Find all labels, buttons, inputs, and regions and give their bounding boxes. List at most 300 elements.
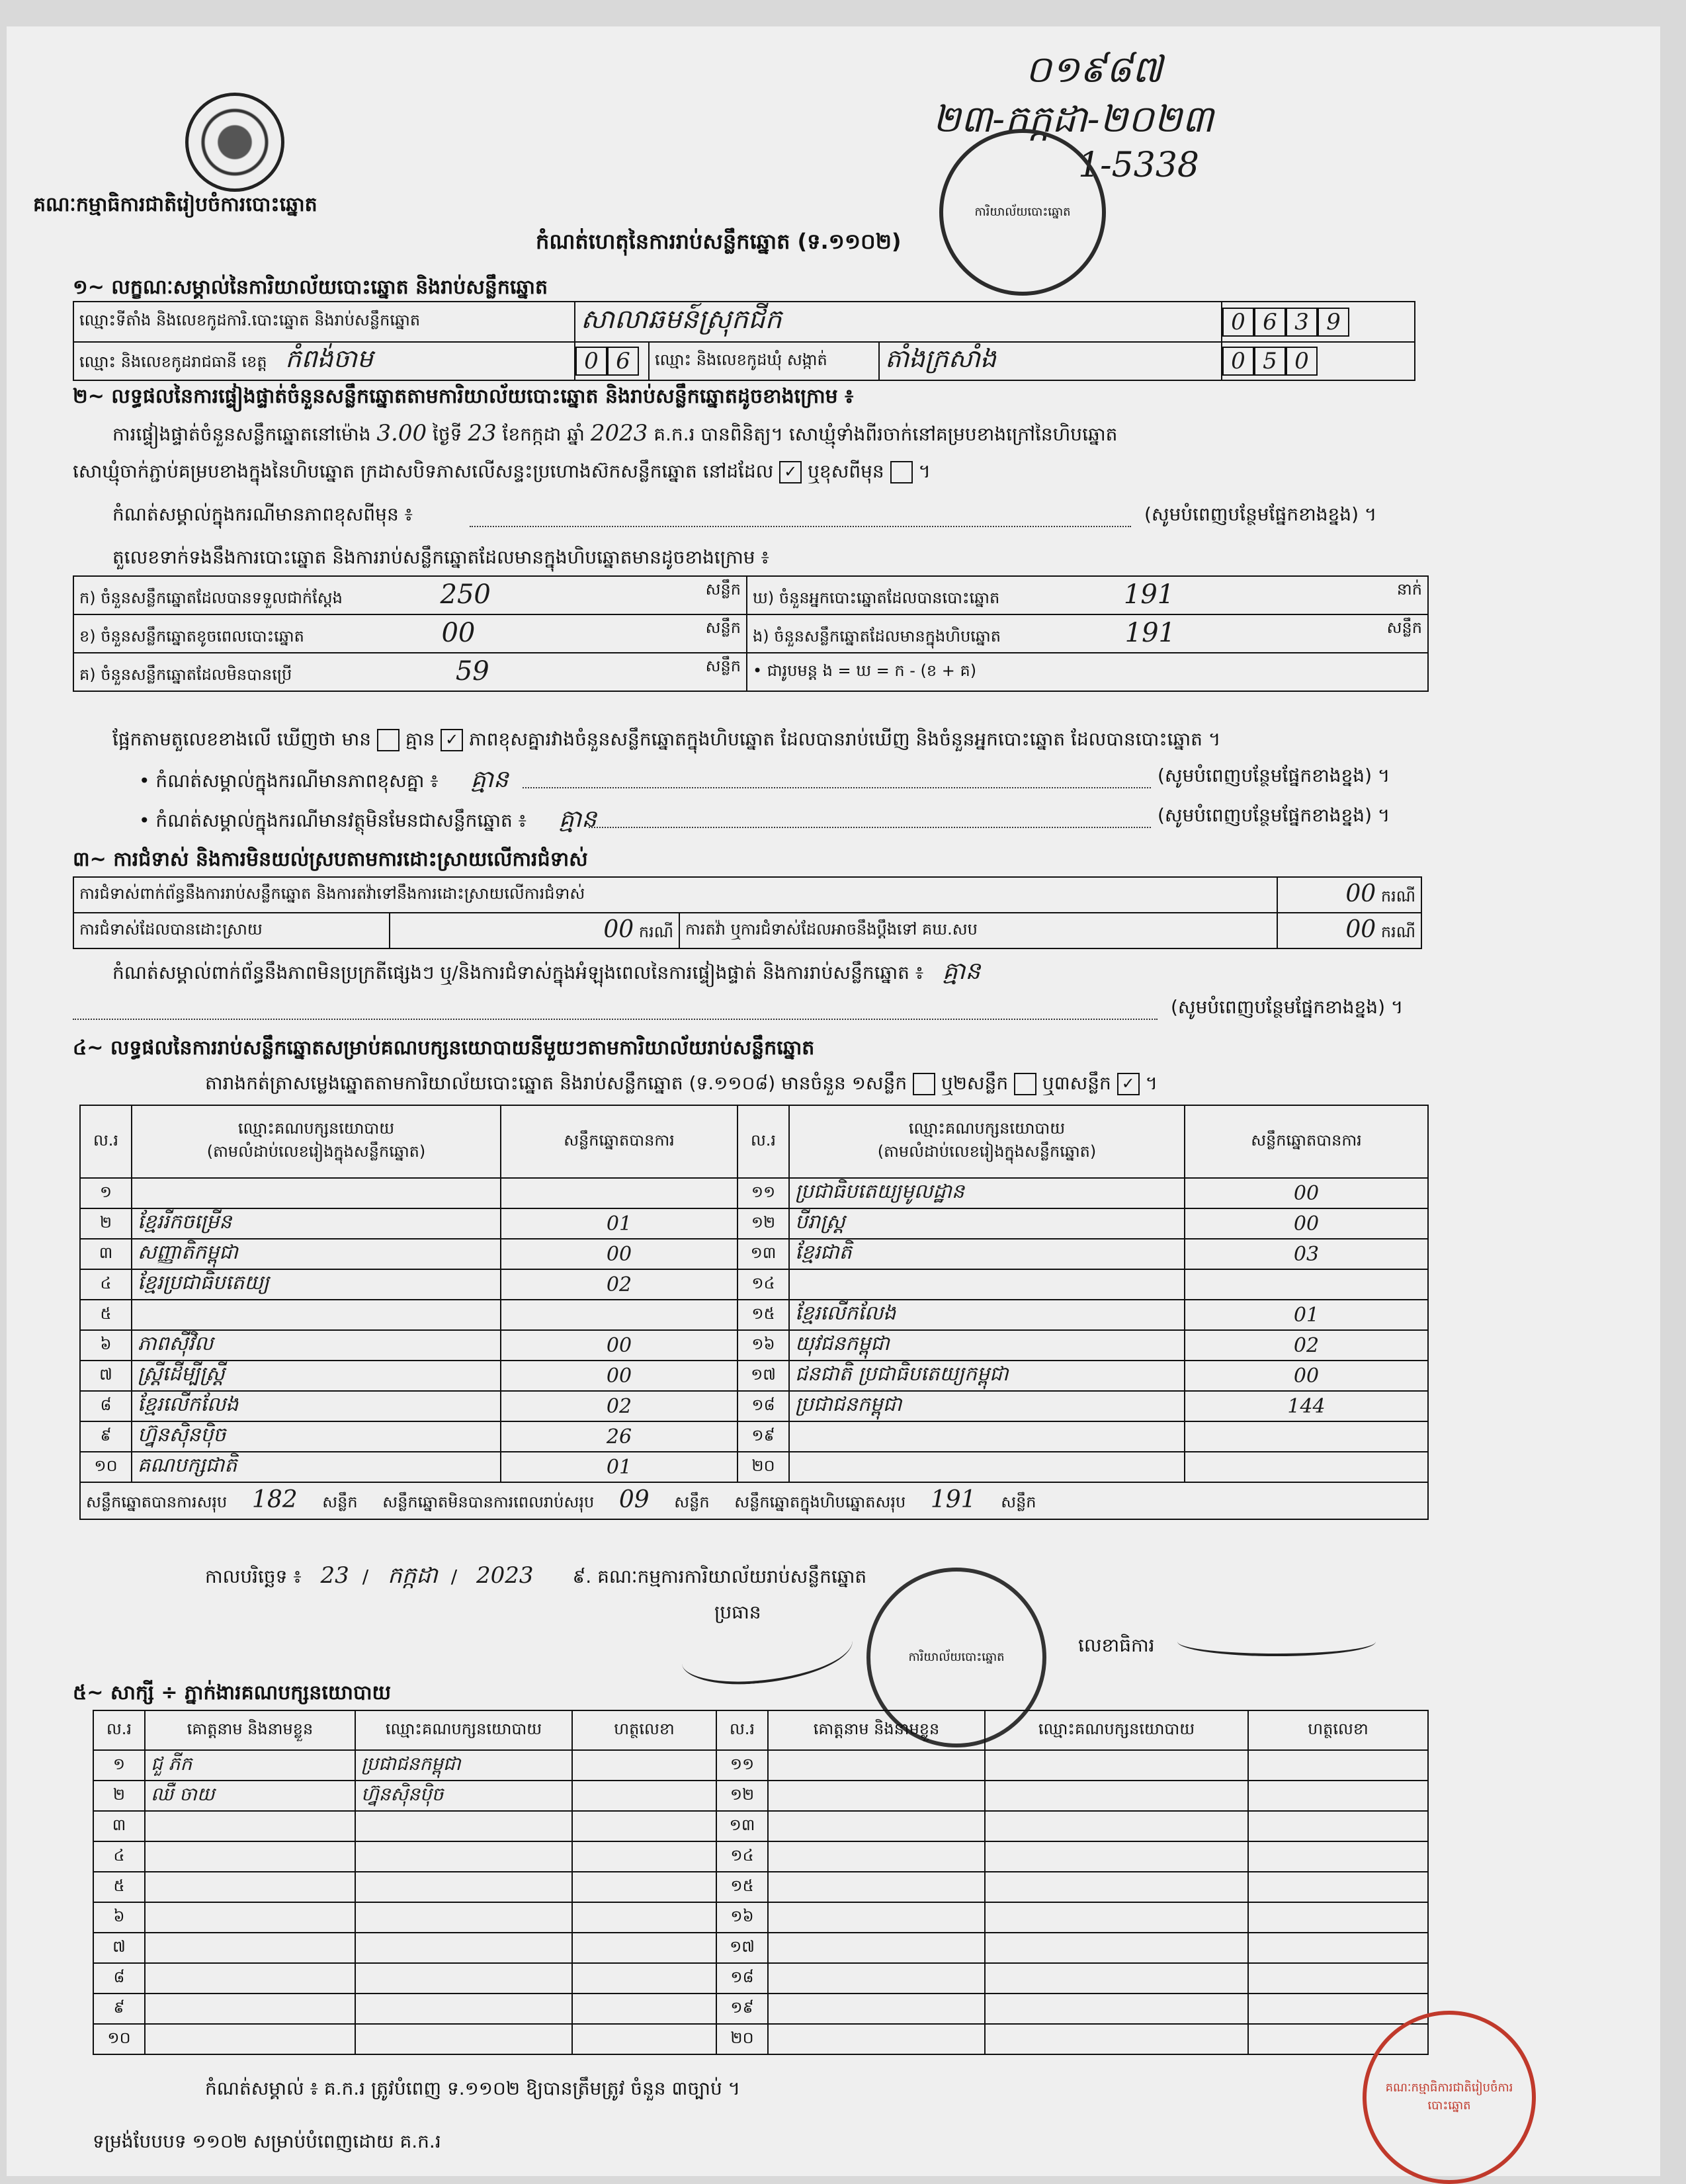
witness-party (355, 1841, 572, 1872)
result-party: ខ្មែរជាតិ (789, 1239, 1185, 1269)
document-page (7, 26, 1660, 2176)
total-valid-label: សន្លឹកឆ្នោតបានការសរុប (86, 1493, 228, 1511)
result-party: ខ្មែររីកចម្រើន (132, 1208, 501, 1239)
stamp-bottom-text: គណៈកម្មាធិការជាតិរៀបចំការបោះឆ្នោត (1385, 2081, 1513, 2113)
committee-name: គណៈកម្មាធិការជាតិរៀបចំការបោះឆ្នោត (33, 193, 317, 216)
result-no: ១០ (80, 1452, 132, 1482)
result-no: ១៧ (738, 1361, 789, 1391)
witness-signature (572, 1811, 716, 1841)
commune-value: តាំងក្រសាំង (879, 342, 1222, 380)
result-votes: 00 (1185, 1361, 1428, 1391)
witness-no: ១៧ (716, 1933, 768, 1963)
resolved-label: ការជំទាស់ដែលបានដោះស្រាយ (73, 913, 390, 948)
station-label: ឈ្មោះទីតាំង និងលេខកូដការិ.បោះឆ្នោត និងរាប់សន្លឹកឆ្នោត (73, 302, 575, 342)
witness-name (145, 1872, 355, 1902)
commune-code-digit: 0 (1286, 347, 1318, 376)
table-row (93, 1994, 1428, 2024)
table-row (93, 1781, 1428, 1811)
president-signature (679, 1615, 855, 1689)
witness-signature (1248, 1841, 1428, 1872)
witness-name (145, 2024, 355, 2054)
province-value: កំពង់ចាម (285, 344, 373, 373)
table-row (80, 1361, 1428, 1391)
commune-code-digit: 0 (1222, 347, 1254, 376)
result-votes (501, 1300, 738, 1330)
line1-time: 3.00 (376, 420, 427, 446)
result-votes: 02 (501, 1269, 738, 1300)
col-no: ល.រ (80, 1105, 132, 1178)
section4-intro: តារាងកត់ត្រាសម្លេងឆ្នោតតាមការិយាល័យបោះឆ្នោត និងរាប់សន្លឹកឆ្នោត (ទ.១១០៨) មានចំនួន ១សន្លឹក ឬ២សន្លឹក ឬ៣សន្លឹក ✓ ។ (205, 1072, 1158, 1094)
witness-no: ១០ (93, 2024, 145, 2054)
witness-party (355, 1902, 572, 1933)
result-no: ១៣ (738, 1239, 789, 1269)
witness-signature (572, 1933, 716, 1963)
col-party-title: ឈ្មោះគណបក្សនយោបាយ (908, 1119, 1066, 1138)
witness-name (768, 1811, 985, 1841)
station-code-digit: 3 (1286, 308, 1318, 337)
count-a-value: 250 (440, 579, 491, 610)
col-votes: សន្លឹកឆ្នោតបានការ (1185, 1105, 1428, 1178)
section2-line2: សោឃ្មុំចាក់ភ្ជាប់គម្របខាងក្នុងនៃហិបឆ្នោត ក្រដាសបិទភាសលើសន្ទះប្រហោងស៊កសន្លឹកឆ្នោត នៅដដែល ✓ ឬខុសពីមុន ។ (73, 460, 931, 482)
table-row (80, 1421, 1428, 1452)
station-code-digit: 9 (1318, 308, 1349, 337)
result-party: គណបក្សជាតិ (132, 1452, 501, 1482)
results-table (79, 1105, 1429, 1520)
section3-note (112, 956, 980, 991)
witness-signature (572, 1902, 716, 1933)
station-value: សាលាឆមន៍ស្រុកជីក (575, 302, 1222, 342)
witness-signature (1248, 1933, 1428, 1963)
total-box-value: 191 (930, 1486, 976, 1513)
count-b-unit: សន្លឹក (705, 618, 741, 637)
col-no: ល.រ (738, 1105, 789, 1178)
stamp-middle-text: ការិយាល័យបោះឆ្នោត (908, 1650, 1005, 1664)
result-no: ១៦ (738, 1330, 789, 1361)
table-row (93, 1933, 1428, 1963)
witness-name (768, 1872, 985, 1902)
witness-name (145, 1963, 355, 1994)
total-invalid-label: សន្លឹកឆ្នោតមិនបានការពេលរាប់សរុប (382, 1493, 595, 1511)
witness-party (985, 1781, 1248, 1811)
note1-value: គ្មាន (470, 766, 509, 793)
witness-name (768, 1841, 985, 1872)
result-party (789, 1421, 1185, 1452)
note2-value: គ្មាន (558, 806, 597, 833)
line1-year: 2023 (590, 420, 648, 446)
count-b-value: 00 (441, 618, 476, 648)
count-e (747, 614, 1428, 653)
witness-party (355, 1811, 572, 1841)
witness-table (93, 1710, 1429, 2055)
result-votes: 03 (1185, 1239, 1428, 1269)
president-label: ប្រធាន (714, 1601, 761, 1623)
result-votes (501, 1178, 738, 1208)
appeal-value: 00 (1345, 916, 1376, 943)
result-votes: 144 (1185, 1391, 1428, 1421)
total-valid-value: 182 (251, 1486, 298, 1513)
table-row (80, 1269, 1428, 1300)
witness-signature (572, 1872, 716, 1902)
witness-party (985, 2024, 1248, 2054)
witness-name (768, 1994, 985, 2024)
result-votes: 02 (1185, 1330, 1428, 1361)
witness-no: ២០ (716, 2024, 768, 2054)
province-cell (73, 342, 575, 380)
section3-note-tail: (សូមបំពេញបន្ថែមផ្នែកខាងខ្នង) ។ (1171, 996, 1404, 1018)
result-votes: 00 (501, 1361, 738, 1391)
total-invalid-value: 09 (618, 1486, 650, 1513)
section4-heading: ៤~ លទ្ធផលនៃការរាប់សន្លឹកឆ្នោតសម្រាប់គណបក្សនយោបាយនីមួយៗតាមការិយាល័យរាប់សន្លឹកឆ្នោត (73, 1036, 815, 1060)
line5-tail: ភាពខុសគ្នារវាងចំនួនសន្លឹកឆ្នោតក្នុងហិបឆ្នោត ដែលបានរាប់ឃើញ និងចំនួនអ្នកបោះឆ្នោត ដែលបានបោះឆ្នោត ។ (469, 728, 1221, 750)
witness-signature (572, 1994, 716, 2024)
section2-line5 (112, 728, 1220, 755)
witness-party (985, 1750, 1248, 1781)
witness-party (985, 1872, 1248, 1902)
result-votes (1185, 1421, 1428, 1452)
table-row (93, 2024, 1428, 2054)
count-c-value: 59 (455, 656, 489, 687)
count-e-unit: សន្លឹក (1386, 618, 1422, 637)
result-no: ៧ (80, 1361, 132, 1391)
count-e-value: 191 (1124, 618, 1175, 648)
witness-signature (1248, 1994, 1428, 2024)
witness-signature (572, 1963, 716, 1994)
result-votes: 00 (1185, 1178, 1428, 1208)
count-c (73, 653, 747, 691)
count-d-value: 191 (1123, 579, 1175, 610)
stamp-bottom-red (1363, 2011, 1536, 2184)
witness-no: ៦ (93, 1902, 145, 1933)
note1-tail: (សូមបំពេញបន្ថែមផ្នែកខាងខ្នង) ។ (1158, 765, 1390, 786)
witness-party (985, 1933, 1248, 1963)
total-box-label: សន្លឹកឆ្នោតក្នុងហិបឆ្នោតសរុប (734, 1493, 906, 1511)
result-no: ១៥ (738, 1300, 789, 1330)
witness-name (145, 1933, 355, 1963)
witness-no: ១៣ (716, 1811, 768, 1841)
section4-intro-3: ឬ៣សន្លឹក (1042, 1072, 1111, 1094)
resolved-value: 00 (603, 916, 634, 943)
section2-line3: កំណត់សម្គាល់ក្នុងករណីមានភាពខុសពីមុន ៖ (112, 503, 413, 525)
result-votes: 02 (501, 1391, 738, 1421)
result-votes (1185, 1269, 1428, 1300)
witness-party (355, 1994, 572, 2024)
result-votes (1185, 1452, 1428, 1482)
witness-no: ២ (93, 1781, 145, 1811)
witness-party (985, 1902, 1248, 1933)
witness-name (768, 2024, 985, 2054)
witness-signature (572, 1841, 716, 1872)
witness-no: ៣ (93, 1811, 145, 1841)
table-row (93, 1841, 1428, 1872)
col-party-sub: (តាមលំដាប់លេខរៀងក្នុងសន្លឹកឆ្នោត) (877, 1142, 1097, 1161)
secretary-signature (1177, 1627, 1376, 1656)
line2-text: សោឃ្មុំចាក់ភ្ជាប់គម្របខាងក្នុងនៃហិបឆ្នោត ក្រដាសបិទភាសលើសន្ទះប្រហោងស៊កសន្លឹកឆ្នោត នៅដដែល (73, 460, 774, 482)
appeal-count (1277, 913, 1421, 948)
sheet-2-checkbox[interactable] (1014, 1073, 1036, 1095)
count-d (747, 576, 1428, 614)
section2-line1 (112, 420, 1117, 450)
table-row (93, 1872, 1428, 1902)
witness-signature (1248, 1781, 1428, 1811)
has-difference-checkbox[interactable] (377, 729, 400, 751)
objection-row1: ការជំទាស់ពាក់ព័ន្ធនឹងការរាប់សន្លឹកឆ្នោត និងការតវ៉ាទៅនឹងការដោះស្រាយលើការជំទាស់ (73, 877, 1277, 913)
result-no: ៦ (80, 1330, 132, 1361)
result-no: ៨ (80, 1391, 132, 1421)
table-row (93, 1902, 1428, 1933)
count-d-unit: នាក់ (1396, 580, 1422, 599)
nec-logo (185, 93, 284, 192)
result-no: ១៩ (738, 1421, 789, 1452)
commune-code (1222, 342, 1415, 380)
result-party: ខ្មែរប្រជាធិបតេយ្យ (132, 1269, 501, 1300)
result-no: ២ (80, 1208, 132, 1239)
count-e-label: ង) ចំនួនសន្លឹកឆ្នោតដែលមានក្នុងហិបឆ្នោត (753, 627, 1001, 646)
witness-party (985, 1963, 1248, 1994)
dotted-line (470, 526, 1131, 527)
witness-party (355, 2024, 572, 2054)
resolved-count (390, 913, 679, 948)
note2-tail: (សូមបំពេញបន្ថែមផ្នែកខាងខ្នង) ។ (1158, 804, 1390, 826)
totals-row (80, 1482, 1428, 1519)
line1-month-label: ខែកក្កដា ឆ្នាំ (496, 423, 591, 445)
result-no: ៥ (80, 1300, 132, 1330)
objection-table (73, 876, 1422, 949)
result-votes: 01 (501, 1452, 738, 1482)
result-party: ប្រជាជនកម្ពុជា (789, 1391, 1185, 1421)
dotted-line (589, 827, 1151, 828)
w-col-no: ល.រ (716, 1710, 768, 1750)
no-difference-checkbox[interactable]: ✓ (441, 729, 463, 751)
result-votes: 00 (501, 1239, 738, 1269)
section2-line3-note: (សូមបំពេញបន្ថែមផ្នែកខាងខ្នង) ។ (1144, 503, 1377, 525)
sheet-3-checkbox[interactable]: ✓ (1117, 1073, 1140, 1095)
line2-or: ឬខុសពីមុន (808, 460, 884, 482)
col-party-sub: (តាមលំដាប់លេខរៀងក្នុងសន្លឹកឆ្នោត) (206, 1142, 426, 1161)
witness-no: ៧ (93, 1933, 145, 1963)
count-a-unit: សន្លឹក (705, 580, 741, 599)
witness-no: ១៥ (716, 1872, 768, 1902)
result-no: ២០ (738, 1452, 789, 1482)
formula: • ជារូបមន្ត ង = ឃ = ក - (ខ + គ) (747, 653, 1428, 691)
witness-party: ហ្វ៊ុនស៊ិនប៉ិច (355, 1781, 572, 1811)
w-col-party: ឈ្មោះគណបក្សនយោបាយ (985, 1710, 1248, 1750)
witness-no: ១១ (716, 1750, 768, 1781)
result-votes: 01 (501, 1208, 738, 1239)
result-no: ៩ (80, 1421, 132, 1452)
result-party: ប្រជាធិបតេយ្យមូលដ្ឋាន (789, 1178, 1185, 1208)
stamp-top-text: ការិយាល័យបោះឆ្នោត (974, 204, 1071, 219)
table-row (93, 1811, 1428, 1841)
witness-party (985, 1841, 1248, 1872)
witness-name (768, 1750, 985, 1781)
w-col-sign: ហត្ថលេខា (572, 1710, 716, 1750)
witness-no: ៤ (93, 1841, 145, 1872)
line1-text: ការផ្ទៀងផ្ទាត់ចំនួនសន្លឹកឆ្នោតនៅម៉ោង (112, 423, 377, 445)
table-row (80, 1300, 1428, 1330)
result-party: ភាពស៊ីវិល (132, 1330, 501, 1361)
witness-party (985, 1994, 1248, 2024)
count-a-label: ក) ចំនួនសន្លឹកឆ្នោតដែលបានទទួលជាក់ស្តែង (79, 589, 343, 607)
witness-signature (1248, 1811, 1428, 1841)
dotted-line (523, 787, 1151, 788)
witness-name (145, 1811, 355, 1841)
result-no: ១ (80, 1178, 132, 1208)
witness-name (768, 1933, 985, 1963)
section2-heading: ២~ លទ្ធផលនៃការផ្ទៀងផ្ទាត់ចំនួនសន្លឹកឆ្នោតតាមការិយាល័យបោះឆ្នោត និងរាប់សន្លឹកឆ្នោតដូចខាងក្រោម ៖ (73, 385, 854, 408)
date-year: 2023 (476, 1562, 534, 1589)
section2-line4: តួលេខទាក់ទងនឹងការបោះឆ្នោត និងការរាប់សន្លឹកឆ្នោតដែលមានក្នុងហិបឆ្នោតមានដូចខាងក្រោម ៖ (112, 546, 769, 568)
objection-row1-unit: ករណី (1380, 887, 1415, 905)
province-label: ឈ្មោះ និងលេខកូដរាជធានី ខេត្ត (79, 353, 267, 371)
count-a (73, 576, 747, 614)
note2 (139, 804, 597, 839)
table-row (80, 1178, 1428, 1208)
province-code (575, 342, 649, 380)
witness-name (768, 1781, 985, 1811)
result-party: យុវជនកម្ពុជា (789, 1330, 1185, 1361)
col-party (132, 1105, 501, 1178)
line5-none: គ្មាន (405, 728, 435, 750)
handwritten-date: ២៣-កក្កដា-២០២៣ (933, 98, 1214, 141)
count-c-label: គ) ចំនួនសន្លឹកឆ្នោតដែលមិនបានប្រើ (79, 665, 292, 684)
witness-party (355, 1872, 572, 1902)
objection-row1-value: 00 (1345, 880, 1376, 907)
committee-label: ៩. គណៈកម្មការការិយាល័យរាប់សន្លឹកឆ្នោត (572, 1566, 867, 1587)
appeal-unit: ករណី (1380, 923, 1415, 941)
result-votes: 01 (1185, 1300, 1428, 1330)
witness-no: ១២ (716, 1781, 768, 1811)
witness-party (355, 1963, 572, 1994)
witness-signature (572, 2024, 716, 2054)
table-row (80, 1452, 1428, 1482)
resolved-unit: ករណី (638, 923, 673, 941)
col-votes: សន្លឹកឆ្នោតបានការ (501, 1105, 738, 1178)
witness-no: ១៩ (716, 1994, 768, 2024)
result-party: បីរាស្ត្រ (789, 1208, 1185, 1239)
appeal-label: ការតវ៉ា ឬការជំទាស់ដែលអាចនឹងប្តឹងទៅ គឃ.សប (679, 913, 1277, 948)
total-valid-unit: សន្លឹក (322, 1493, 358, 1511)
witness-party: ប្រជាជនកម្ពុជា (355, 1750, 572, 1781)
count-b (73, 614, 747, 653)
witness-signature (1248, 1902, 1428, 1933)
result-votes: 00 (501, 1330, 738, 1361)
witness-no: ១៦ (716, 1902, 768, 1933)
station-code-digit: 6 (1254, 308, 1286, 337)
province-code-digit: 6 (607, 347, 639, 376)
note1 (139, 764, 509, 799)
line1-day-label: ថ្ងៃទី (427, 423, 468, 445)
changed-checkbox[interactable] (890, 461, 913, 483)
result-party (789, 1269, 1185, 1300)
handwritten-ref-2: 1-5338 (1078, 146, 1199, 185)
date-month: កក្កដា (388, 1562, 438, 1589)
form-footer: ទម្រង់បែបបទ ១១០២ សម្រាប់បំពេញដោយ គ.ក.រ (93, 2130, 441, 2152)
witness-name: ឈឺ ចាយ (145, 1781, 355, 1811)
witness-name (145, 1994, 355, 2024)
w-col-sign: ហត្ថលេខា (1248, 1710, 1428, 1750)
counts-table (73, 575, 1429, 692)
result-no: ១៨ (738, 1391, 789, 1421)
handwritten-ref-1: ០១៩៨៧ (1025, 48, 1163, 91)
line1-tail: គ.ក.រ បានពិនិត្យ។ សោឃ្មុំទាំងពីរចាក់នៅគម្របខាងក្រៅនៃហិបឆ្នោត (648, 423, 1118, 445)
section4-intro-2: ឬ២សន្លឹក (941, 1072, 1009, 1094)
objection-row1-count (1277, 877, 1421, 913)
witness-name (145, 1902, 355, 1933)
result-no: ១១ (738, 1178, 789, 1208)
result-party: ស្ត្រីដើម្បីស្ត្រី (132, 1361, 501, 1391)
witness-party (985, 1811, 1248, 1841)
w-col-name: គោត្តនាម និងនាមខ្លួន (768, 1710, 985, 1750)
witness-no: ១៨ (716, 1963, 768, 1994)
total-box-unit: សន្លឹក (1001, 1493, 1036, 1511)
result-party (132, 1300, 501, 1330)
result-votes: 00 (1185, 1208, 1428, 1239)
witness-signature (1248, 1750, 1428, 1781)
witness-signature (572, 1750, 716, 1781)
result-party: ជនជាតិ ប្រជាធិបតេយ្យកម្ពុជា (789, 1361, 1185, 1391)
sheet-1-checkbox[interactable] (913, 1073, 935, 1095)
commune-label: ឈ្មោះ និងលេខកូដឃុំ សង្កាត់ (649, 342, 879, 380)
table-row (93, 1963, 1428, 1994)
note2-label: • កំណត់សម្គាល់ក្នុងករណីមានវត្ថុមិនមែនជាសន្លឹកឆ្នោត ៖ (139, 810, 527, 831)
witness-no: ៨ (93, 1963, 145, 1994)
witness-signature (572, 1781, 716, 1811)
form-title: កំណត់ហេតុនៃការរាប់សន្លឹកឆ្នោត (ទ.១១០២) (536, 229, 902, 254)
count-d-label: ឃ) ចំនួនអ្នកបោះឆ្នោតដែលបានបោះឆ្នោត (753, 589, 1000, 607)
section3-heading: ៣~ ការជំទាស់ និងការមិនយល់ស្របតាមការដោះស្រាយលើការជំទាស់ (73, 848, 588, 871)
col-party-title: ឈ្មោះគណបក្សនយោបាយ (237, 1119, 395, 1138)
note1-label: • កំណត់សម្គាល់ក្នុងករណីមានភាពខុសគ្នា ៖ (139, 770, 439, 792)
stamp-top (939, 129, 1106, 296)
secretary-label: លេខាធិការ (1078, 1634, 1155, 1656)
total-invalid-unit: សន្លឹក (674, 1493, 710, 1511)
count-c-unit: សន្លឹក (705, 657, 741, 675)
witness-no: ១ (93, 1750, 145, 1781)
commune-code-digit: 5 (1254, 347, 1286, 376)
line1-day: 23 (468, 420, 497, 446)
station-code-digit: 0 (1222, 308, 1254, 337)
date-day: 23 (320, 1562, 349, 1589)
result-party: ហ្វ៊ុនស៊ិនប៉ិច (132, 1421, 501, 1452)
result-party (789, 1452, 1185, 1482)
section1-table (73, 301, 1415, 381)
col-party (789, 1105, 1185, 1178)
witness-party (355, 1933, 572, 1963)
result-party (132, 1178, 501, 1208)
witness-no: ៥ (93, 1872, 145, 1902)
witness-signature (1248, 1963, 1428, 1994)
witness-no: ១៤ (716, 1841, 768, 1872)
w-col-no: ល.រ (93, 1710, 145, 1750)
date-line: កាលបរិច្ឆេទ ៖ 23 / កក្កដា / 2023 ៩. គណៈកម្មការការិយាល័យរាប់សន្លឹកឆ្នោត (205, 1562, 867, 1589)
section5-heading: ៥~ សាក្សី ÷ ភ្នាក់ងារគណបក្សនយោបាយ (73, 1681, 392, 1704)
witness-name (768, 1963, 985, 1994)
result-votes: 26 (501, 1421, 738, 1452)
table-row (80, 1391, 1428, 1421)
result-party: ខ្មែរលើកលែង (132, 1391, 501, 1421)
unchanged-checkbox[interactable]: ✓ (779, 461, 802, 483)
witness-body (93, 1750, 1428, 2054)
count-b-label: ខ) ចំនួនសន្លឹកឆ្នោតខូចពេលបោះឆ្នោត (79, 627, 304, 646)
footnote: កំណត់សម្គាល់ ៖ គ.ក.រ ត្រូវបំពេញ ទ.១១០២ ឱ្យបានត្រឹមត្រូវ ចំនួន ៣ច្បាប់ ។ (205, 2078, 741, 2099)
result-no: ៤ (80, 1269, 132, 1300)
line5-text: ផ្អែកតាមតួលេខខាងលើ ឃើញថា មាន (112, 728, 372, 750)
result-party: សញ្ញាតិកម្ពុជា (132, 1239, 501, 1269)
result-no: ១៤ (738, 1269, 789, 1300)
section1-heading: ១~ លក្ខណៈសម្គាល់នៃការិយាល័យបោះឆ្នោត និងរាប់សន្លឹកឆ្នោត (73, 276, 548, 299)
section4-intro-text: តារាងកត់ត្រាសម្លេងឆ្នោតតាមការិយាល័យបោះឆ្នោត និងរាប់សន្លឹកឆ្នោត (ទ.១១០៨) មានចំនួន ១សន្លឹក (205, 1072, 907, 1094)
province-code-digit: 0 (575, 347, 607, 376)
